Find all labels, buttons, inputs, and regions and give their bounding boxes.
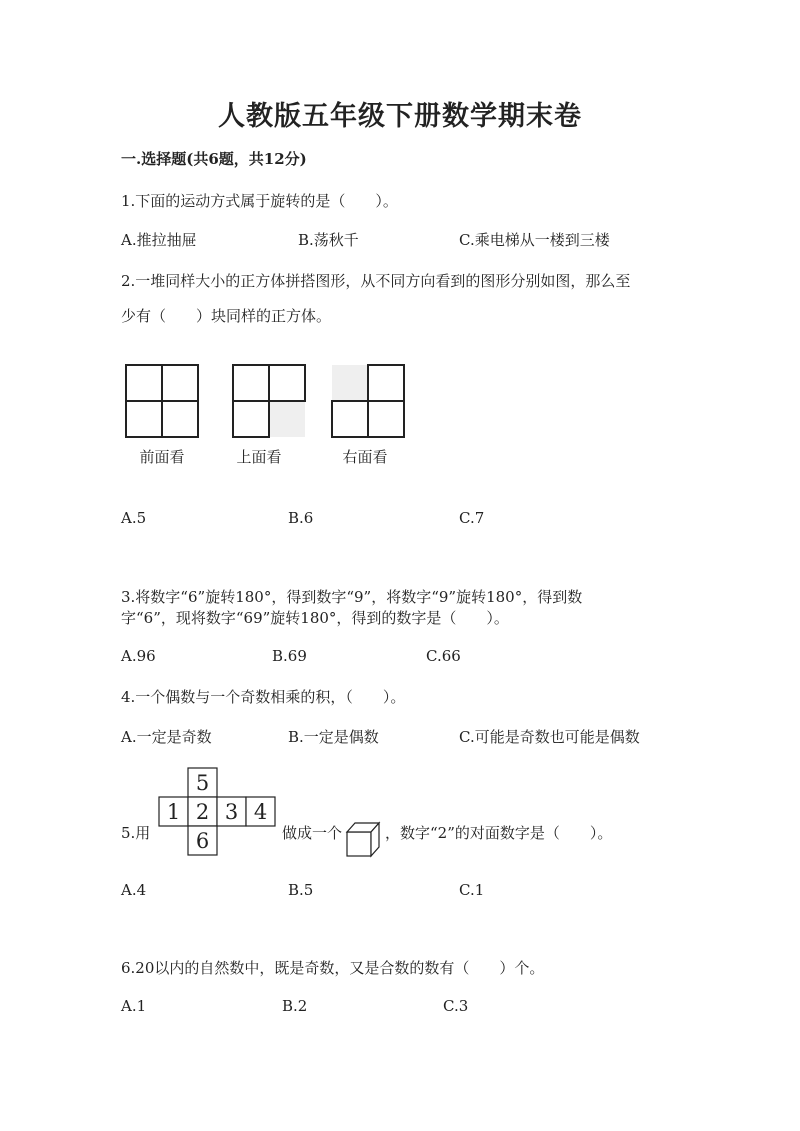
caption-right-view: 右面看: [342, 448, 388, 466]
net-face-2: 2: [195, 800, 210, 824]
question-3-option-b: B.69: [272, 647, 307, 665]
question-3-text-line1: 3.将数字“6”旋转180°，得到数字“9”，将数字“9”旋转180°，得到数: [121, 588, 583, 606]
question-2-option-b: B.6: [288, 509, 314, 527]
question-4-option-c: C.可能是奇数也可能是偶数: [459, 728, 640, 746]
question-5-suffix: ，数字“2”的对面数字是（ ）。: [385, 824, 613, 842]
question-2-text-line1: 2.一堆同样大小的正方体拼搭图形，从不同方向看到的图形分别如图，那么至: [121, 272, 631, 290]
question-1-option-c: C.乘电梯从一楼到三楼: [459, 231, 610, 249]
question-1-option-b: B.荡秋千: [298, 231, 359, 249]
net-face-3: 3: [224, 800, 239, 824]
caption-top-view: 上面看: [236, 448, 282, 466]
question-5-prefix: 5.用: [121, 824, 151, 842]
cube-icon: [347, 823, 379, 856]
net-face-4: 4: [253, 800, 268, 824]
question-3-option-a: A.96: [121, 647, 156, 665]
question-4-text: 4.一个偶数与一个奇数相乘的积，（ ）。: [121, 688, 406, 706]
question-6-option-b: B.2: [282, 997, 308, 1015]
question-6-option-c: C.3: [443, 997, 469, 1015]
page-title: 人教版五年级下册数学期末卷: [218, 101, 582, 132]
question-6-option-a: A.1: [121, 997, 147, 1015]
section-heading: 一.选择题(共6题，共12分): [121, 150, 307, 168]
question-3-text-line2: 字“6”，现将数字“69”旋转180°，得到的数字是（ ）。: [121, 609, 509, 627]
question-5-option-c: C.1: [459, 881, 485, 899]
question-4-option-b: B.一定是偶数: [288, 728, 379, 746]
question-2-option-a: A.5: [121, 509, 147, 527]
question-3-option-c: C.66: [426, 647, 461, 665]
net-face-1: 1: [166, 800, 181, 824]
net-face-top: 5: [195, 771, 210, 795]
question-1-text: 1.下面的运动方式属于旋转的是（ ）。: [121, 192, 398, 210]
caption-front-view: 前面看: [139, 448, 185, 466]
question-5-option-b: B.5: [288, 881, 314, 899]
question-5-option-a: A.4: [121, 881, 147, 899]
question-6-text: 6.20以内的自然数中，既是奇数，又是合数的数有（ ）个。: [121, 959, 545, 977]
question-2-text-line2: 少有（ ）块同样的正方体。: [121, 307, 332, 325]
question-5-middle: 做成一个: [282, 824, 343, 842]
question-2-option-c: C.7: [459, 509, 485, 527]
net-face-bottom: 6: [195, 829, 210, 853]
question-1-option-a: A.推拉抽屉: [121, 231, 197, 249]
question-4-option-a: A.一定是奇数: [121, 728, 212, 746]
